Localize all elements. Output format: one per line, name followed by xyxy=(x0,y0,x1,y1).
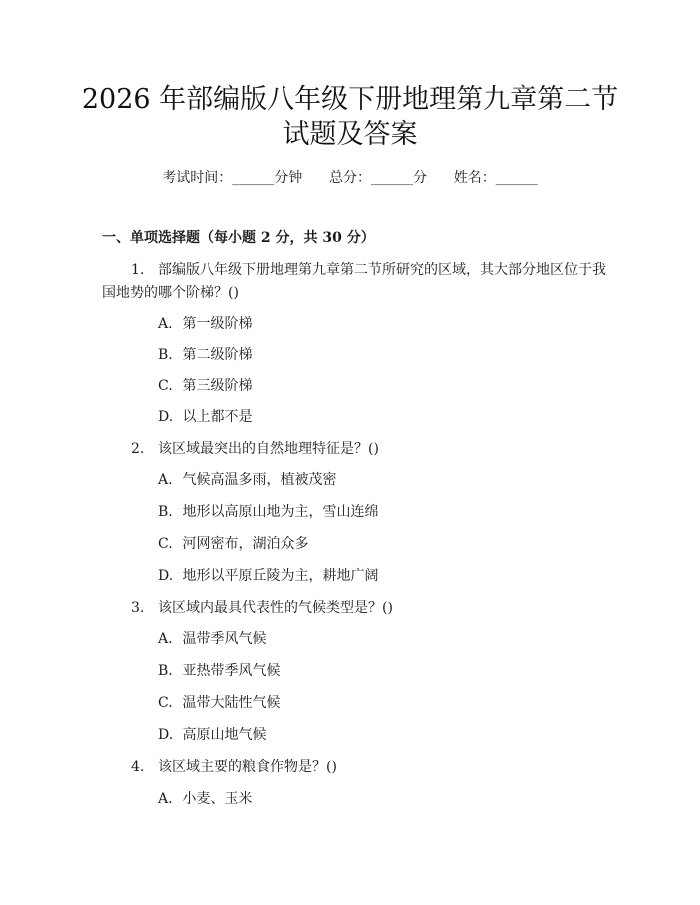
option-c xyxy=(158,534,308,554)
option-text: 亚热带季风气候 xyxy=(182,663,281,679)
question-text-line-1: 该区域最突出的自然地理特征是？() xyxy=(158,441,379,457)
option-letter: C. xyxy=(158,695,173,711)
question-text-line-1: 该区域主要的粮食作物是？() xyxy=(158,759,337,775)
question-number: 4. xyxy=(131,759,145,775)
option-d xyxy=(158,725,266,745)
option-text: 温带大陆性气候 xyxy=(182,695,281,711)
option-letter: A. xyxy=(158,631,173,647)
question-text-line-1: 该区域内最具代表性的气候类型是？() xyxy=(158,600,393,616)
document-title-line-2: 试题及答案 xyxy=(282,119,418,150)
option-text: 温带季风气候 xyxy=(182,631,267,647)
option-letter: A. xyxy=(158,316,173,332)
option-letter: D. xyxy=(158,568,174,584)
option-text: 气候高温多雨，植被茂密 xyxy=(182,472,337,488)
option-text: 第一级阶梯 xyxy=(182,316,253,332)
option-letter: B. xyxy=(158,347,173,363)
option-text: 以上都不是 xyxy=(182,409,253,425)
option-c xyxy=(158,693,280,713)
exam-info-line: 考试时间：______分钟 总分：______分 姓名：______ xyxy=(162,170,538,186)
option-letter: C. xyxy=(158,536,173,552)
option-letter: A. xyxy=(158,791,173,807)
option-text: 第二级阶梯 xyxy=(182,347,253,363)
question-number: 2. xyxy=(131,441,145,457)
option-text: 高原山地气候 xyxy=(182,727,267,743)
option-letter: B. xyxy=(158,663,173,679)
document-title-line-1: 2026 年部编版八年级下册地理第九章第二节 xyxy=(81,84,619,115)
option-text: 小麦、玉米 xyxy=(182,791,253,807)
question-number: 1. xyxy=(131,262,145,278)
option-letter: A. xyxy=(158,472,173,488)
option-a xyxy=(158,629,266,649)
option-a xyxy=(158,314,252,334)
option-letter: B. xyxy=(158,504,173,520)
question-text-line-1: 部编版八年级下册地理第九章第二节所研究的区域，其大部分地区位于我 xyxy=(158,262,606,278)
option-text: 河网密布，湖泊众多 xyxy=(182,536,309,552)
option-text: 第三级阶梯 xyxy=(182,378,253,394)
option-b xyxy=(158,502,378,522)
question-text-line-2: 国地势的哪个阶梯？() xyxy=(102,285,239,301)
option-b xyxy=(158,345,252,365)
option-text: 地形以平原丘陵为主，耕地广阔 xyxy=(182,568,379,584)
option-b xyxy=(158,661,280,681)
option-letter: D. xyxy=(158,727,174,743)
option-a xyxy=(158,789,252,809)
option-c xyxy=(158,376,252,396)
section-heading-single-choice: 一、单项选择题（每小题 2 分，共 30 分） xyxy=(102,230,375,246)
option-d xyxy=(158,407,252,427)
option-letter: C. xyxy=(158,378,173,394)
option-letter: D. xyxy=(158,409,174,425)
option-text: 地形以高原山地为主，雪山连绵 xyxy=(182,504,379,520)
question-number: 3. xyxy=(131,600,145,616)
option-a xyxy=(158,470,336,490)
option-d xyxy=(158,566,378,586)
